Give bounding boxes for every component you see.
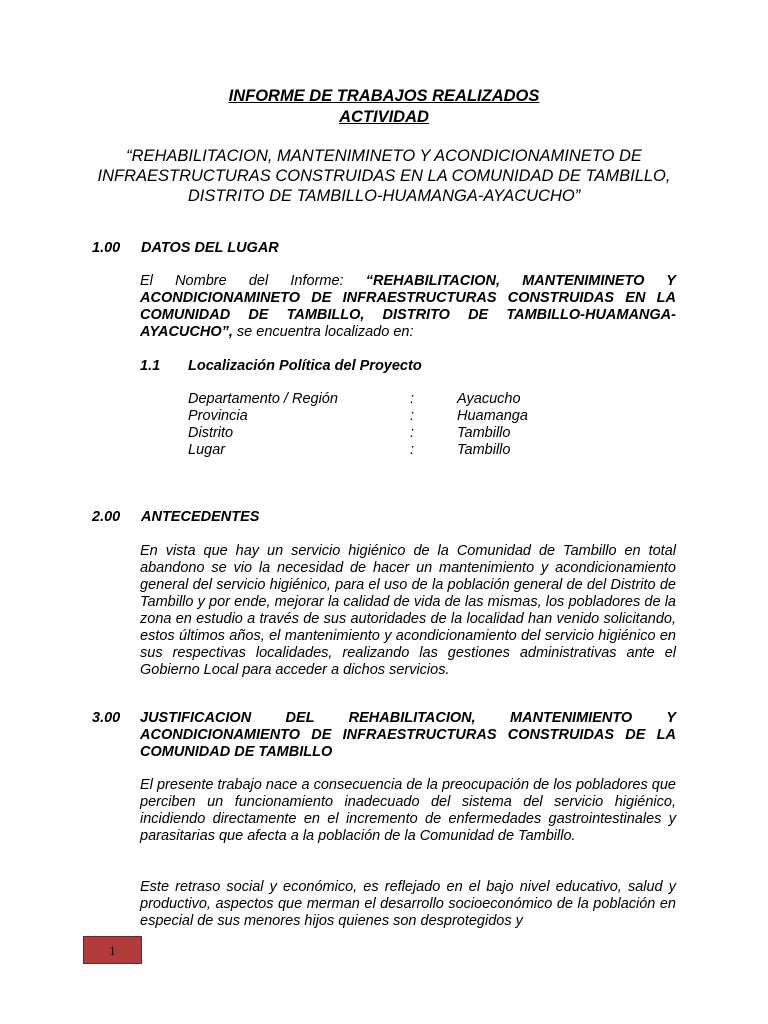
project-name: “REHABILITACION, MANTENIMINETO Y ACONDICIONAMINETO DE INFRAESTRUCTURAS CONSTRUIDAS EN LA COMUNIDAD DE TAMBILLO, DISTRITO DE TAMBILLO-HUAMANGA-AYACUCHO” — [97, 147, 671, 205]
section-3-number: 3.00 — [92, 710, 121, 726]
section-1-title: DATOS DEL LUGAR — [141, 240, 279, 256]
subsection-1-1-title: Localización Política del Proyecto — [188, 358, 422, 374]
intro-bold: “REHABILITACION, MANTENIMINETO Y ACONDICIONAMINETO DE INFRAESTRUCTURAS CONSTRUIDAS EN LA COMUNIDAD DE TAMBILLO, DISTRITO DE TAMBILLO-HUAMANGA-AYACUCHO”, — [140, 273, 676, 340]
location-value: Huamanga — [457, 408, 528, 424]
location-sep: : — [410, 391, 415, 407]
location-label: Distrito — [188, 425, 234, 441]
section-3-title: JUSTIFICACION DEL REHABILITACION, MANTENIMIENTO Y ACONDICIONAMIENTO DE INFRAESTRUCTURAS CONSTRUIDAS DE LA COMUNIDAD DE TAMBILLO — [140, 710, 676, 760]
section-2-number: 2.00 — [92, 509, 121, 525]
page-number-badge: 1 — [83, 936, 142, 964]
section-3-body-2: Este retraso social y económico, es reflejado en el bajo nivel educativo, salud y productivo, aspectos que merman el desarrollo socioeconómico de la población en especial de sus menores hijos quienes son desprotegidos y — [140, 879, 676, 929]
section-2-body: En vista que hay un servicio higiénico de la Comunidad de Tambillo en total abandono se vio la necesidad de hacer un mantenimiento y acondicionamiento general del servicio higiénico, para el uso de la población general de del Distrito de Tambillo y por ende, mejorar la calidad de vida de las mismas, los pobladores de la zona en estudio a través de sus autoridades de la localidad han venido solicitando, estos últimos años, el mantenimiento y acondicionamiento del servicio higiénico en sus respectivas localidades, realizando las gestiones administrativas ante el Gobierno Local para acceder a dichos servicios. — [140, 543, 676, 678]
section-1-intro — [140, 273, 676, 341]
intro-suffix: se encuentra localizado en: — [232, 324, 414, 340]
location-sep: : — [410, 425, 415, 441]
section-3-body-1: El presente trabajo nace a consecuencia de la preocupación de los pobladores que perciben un funcionamiento inadecuado del sistema del servicio higiénico, incidiendo directamente en el incremento de enfermedades gastrointestinales y parasitarias que afecta a la población de la Comunidad de Tambillo. — [140, 777, 676, 844]
section-2-title: ANTECEDENTES — [141, 509, 260, 525]
location-sep: : — [410, 408, 415, 424]
intro-prefix: El Nombre del Informe: — [140, 273, 366, 289]
location-sep: : — [410, 442, 415, 458]
report-subtitle: ACTIVIDAD — [339, 108, 429, 126]
location-label: Departamento / Región — [188, 391, 338, 407]
section-1-number: 1.00 — [92, 240, 121, 256]
location-label: Lugar — [188, 442, 226, 458]
location-value: Tambillo — [457, 425, 511, 441]
subsection-1-1-number: 1.1 — [140, 358, 161, 374]
report-title: INFORME DE TRABAJOS REALIZADOS — [228, 87, 540, 105]
location-label: Provincia — [188, 408, 248, 424]
location-value: Tambillo — [457, 442, 511, 458]
location-value: Ayacucho — [457, 391, 521, 407]
